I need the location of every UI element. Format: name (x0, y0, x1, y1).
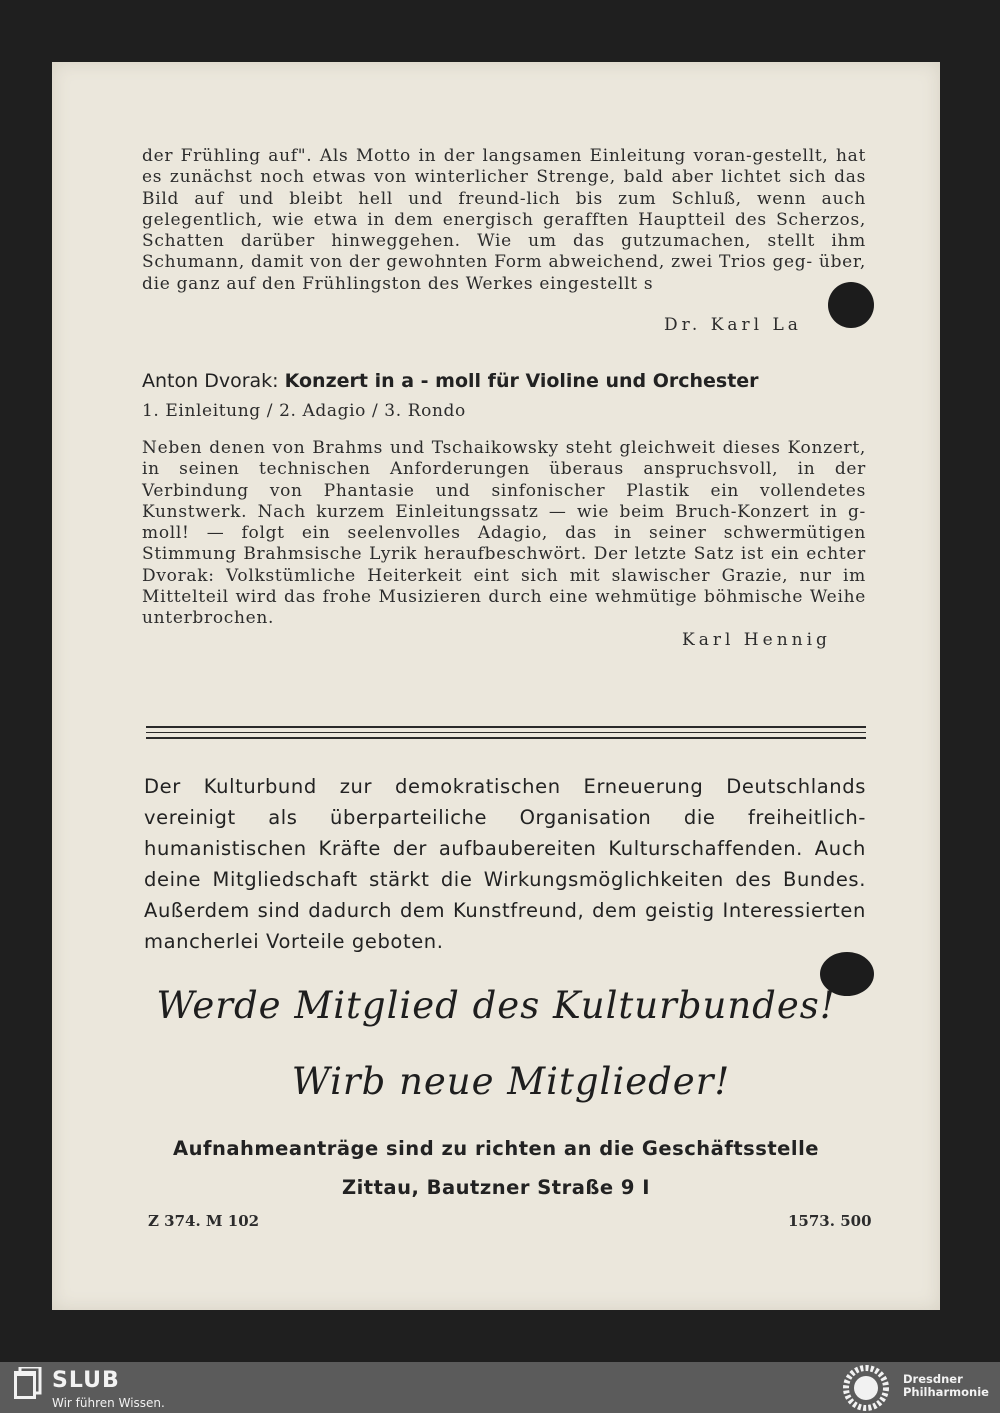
slogan-recruit: Wirb neue Mitglieder! (291, 1060, 731, 1103)
slub-name: SLUB (52, 1368, 120, 1393)
work-title: Konzert in a - moll für Violine und Orchester (284, 370, 759, 392)
footer-bar (0, 1362, 1000, 1413)
slub-logo-icon (12, 1367, 42, 1401)
program-page (52, 62, 940, 1310)
philharmonie-name-line2: Philharmonie (903, 1385, 989, 1399)
movement-list: 1. Einleitung / 2. Adagio / 3. Rondo (142, 401, 466, 421)
piece-description: Neben denen von Brahms und Tschaikowsky steht gleichweit dieses Konzert, in seinen technischen Anforderungen überaus anspruchsvoll, in der Verbindung von Phantasie und sinfonischer Plastik ein vollendetes Kunstwerk. Nach kurzem Einleitungssatz — wie beim Bruch-Konzert in g-moll! — folgt ein seelenvolles Adagio, das in seiner schwermütigen Stimmung Brahmsische Lyrik heraufbeschwört. Der letzte Satz ist ein echter Dvorak: Volkstümliche Heiterkeit eint sich mit slawischer Grazie, nur im Mittelteil wird das frohe Musizieren durch eine wehmütige böhmische Weihe unterbrochen. (142, 438, 866, 629)
intro-paragraph: der Frühling auf". Als Motto in der langsamen Einleitung voran-gestellt, hat es zunächst noch etwas von winterlicher Strenge, bald aber lichtet sich das Bild auf und bleibt hell und freund-lich bis zum Schluß, wenn auch gelegentlich, wie etwa in dem energisch gerafften Hauptteil des Scherzos, Schatten darüber hinweggehen. Wie um das gutzumachen, stellt ihm Schumann, damit von der gewohnten Form abweichend, zwei Trios geg- über, die ganz auf den Frühlingston des Werkes eingestellt s (142, 146, 866, 294)
contact-line-address: Zittau, Bautzner Straße 9 I (341, 1176, 651, 1199)
print-code-left: Z 374. M 102 (148, 1212, 260, 1230)
contact-line-office: Aufnahmeanträge sind zu richten an die Geschäftsstelle (172, 1137, 820, 1160)
philharmonie-name (903, 1373, 998, 1399)
slogan-join: Werde Mitglied des Kulturbundes! (156, 984, 836, 1027)
intro-signature: Dr. Karl La (664, 315, 802, 335)
print-code-right: 1573. 500 (788, 1212, 872, 1230)
philharmonie-name-line1: Dresdner (903, 1372, 963, 1386)
kulturbund-paragraph: Der Kulturbund zur demokratischen Erneuerung Deutschlands vereinigt als überparteiliche Organisation die freiheitlich-humanistischen Kräfte der aufbaubereiten Kulturschaffenden. Auch deine Mitgliedschaft stärkt die Wirkungsmöglichkeiten des Bundes. Außerdem sind dadurch dem Kunstfreund, dem geistig Interessierten mancherlei Vorteile geboten. (144, 775, 866, 953)
dresdner-philharmonie-logo-icon (842, 1365, 890, 1411)
punch-hole-top (828, 282, 874, 328)
divider-rule-middle (146, 732, 866, 733)
composer-name: Anton Dvorak: (142, 370, 279, 392)
slub-tagline: Wir führen Wissen. (52, 1396, 165, 1410)
piece-heading (142, 370, 882, 392)
piece-signature: Karl Hennig (682, 630, 831, 650)
divider-rule-top (146, 726, 866, 728)
divider-rule-bottom (146, 737, 866, 739)
